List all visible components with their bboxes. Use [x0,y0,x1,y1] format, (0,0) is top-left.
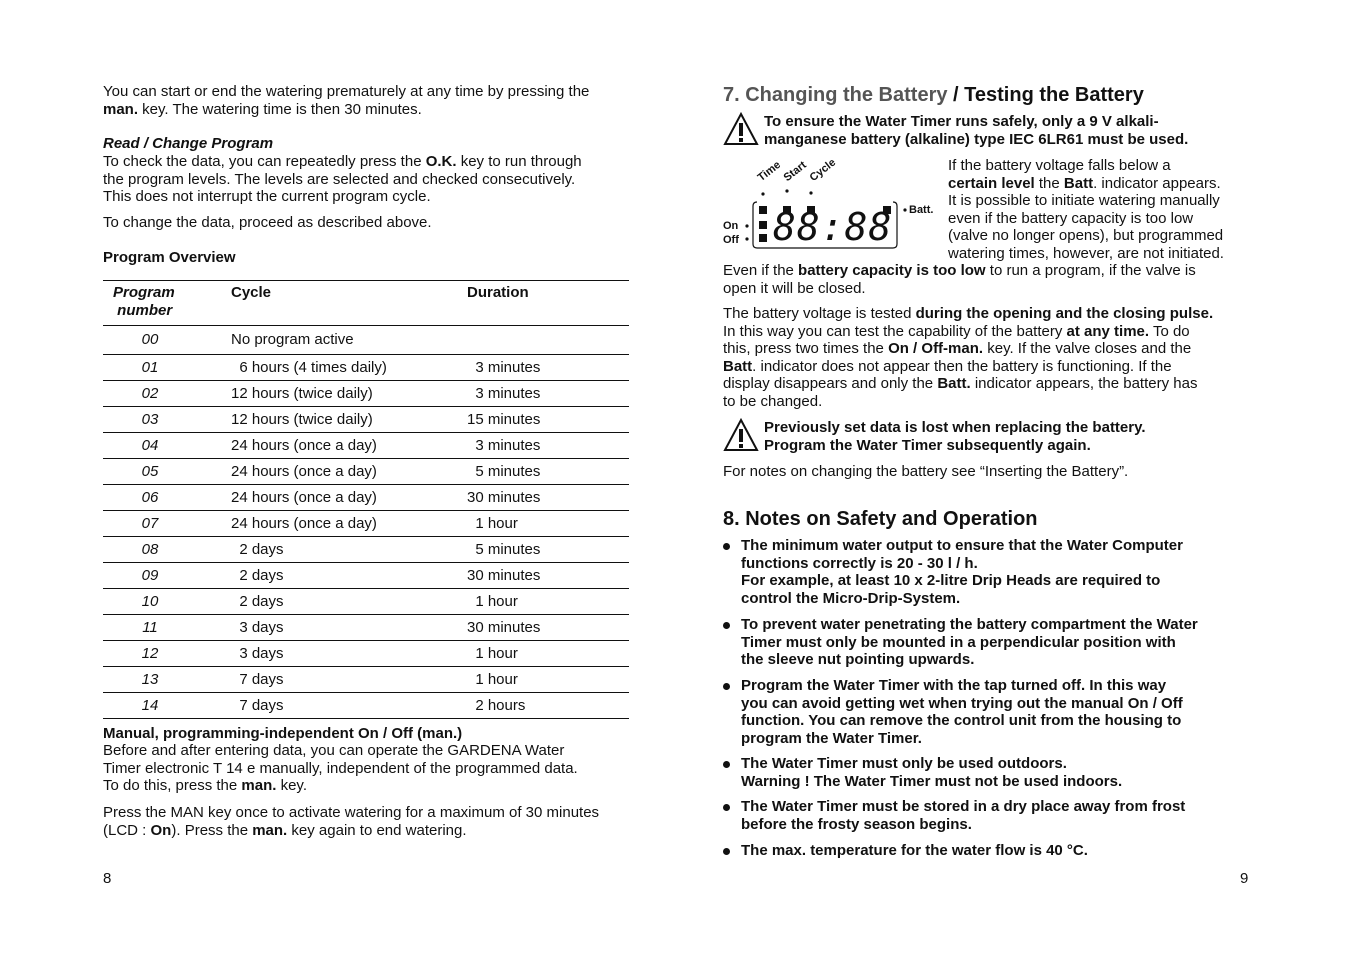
program-number-cell: 02 [103,381,231,407]
duration-cell [467,326,629,355]
cycle-cell: 3 days [231,641,467,667]
press-paragraph: Press the MAN key once to activate watering for a maximum of 30 minutes (LCD : On). Press the man. key again to end watering. [103,804,600,839]
program-number-cell: 13 [103,667,231,693]
duration-cell: 3 minutes [467,381,629,407]
cycle-cell: 2 days [231,563,467,589]
duration-cell: 30 minutes [467,563,629,589]
section-7-heading: 7. Changing the Battery / Testing the Battery [723,84,1144,106]
lcd-digits: 88:88 [773,205,893,249]
intro-paragraph: You can start or end the watering prematurely at any time by pressing the man. key. The watering time is then 30 minutes. [103,83,590,118]
list-item: The max. temperature for the water flow is 40 °C. [741,842,1231,860]
duration-cell: 1 hour [467,641,629,667]
section-8-heading: 8. Notes on Safety and Operation [723,508,1038,530]
duration-cell: 3 minutes [467,355,629,381]
lcd-display-diagram [723,158,943,253]
duration-cell: 1 hour [467,589,629,615]
read-change-heading: Read / Change Program [103,135,274,152]
table-row [103,667,629,693]
cycle-cell: 12 hours (twice daily) [231,407,467,433]
cycle-cell: 7 days [231,693,467,719]
table-header-row [103,281,629,326]
table-row [103,381,629,407]
table-row [103,641,629,667]
table-row [103,355,629,381]
lcd-label-off: Off [723,234,739,246]
program-number-cell: 01 [103,355,231,381]
table-row [103,459,629,485]
program-number-cell: 08 [103,537,231,563]
cycle-cell: No program active [231,326,467,355]
lcd-label-on: On [723,220,739,232]
duration-cell: 30 minutes [467,485,629,511]
table-row [103,485,629,511]
program-number-cell: 12 [103,641,231,667]
cycle-cell: 24 hours (once a day) [231,485,467,511]
cycle-cell: 24 hours (once a day) [231,511,467,537]
list-item: The minimum water output to ensure that the Water Computer functions correctly is 20 - 30 l / h. For example, at least 10 x 2-litre Drip Heads are required to control the Micro-Drip-System. [741,537,1231,607]
voltage-test-paragraph: The battery voltage is tested during the opening and the closing pulse. In this way you can test the capability of the battery at any time. To do this, press two times the On / Off-man. key. If the valve closes and the Batt. indicator does not appear then the battery is functioning. If the display disappears and only the Batt. indicator appears, the battery has to be changed. [723,305,1214,410]
cycle-cell: 3 days [231,615,467,641]
program-number-cell: 10 [103,589,231,615]
change-paragraph: To change the data, proceed as described above. [103,214,432,231]
duration-cell: 1 hour [467,667,629,693]
header-duration: Duration [467,281,629,326]
battery-notes-reference: For notes on changing the battery see “Inserting the Battery”. [723,463,1129,480]
cycle-cell: 24 hours (once a day) [231,433,467,459]
table-row [103,326,629,355]
table-row [103,693,629,719]
duration-cell: 5 minutes [467,537,629,563]
table-row [103,407,629,433]
table-row [103,589,629,615]
duration-cell: 30 minutes [467,615,629,641]
cycle-cell: 24 hours (once a day) [231,459,467,485]
table-row [103,563,629,589]
duration-cell: 1 hour [467,511,629,537]
warning-icon [723,112,759,146]
cycle-cell: 7 days [231,667,467,693]
cycle-cell: 6 hours (4 times daily) [231,355,467,381]
check-paragraph: To check the data, you can repeatedly press the O.K. key to run through the program levels. The levels are selected and checked consecutively. This does not interrupt the current program cycle. [103,153,582,205]
lcd-label-start: Start [781,159,809,184]
table-row [103,537,629,563]
lcd-label-cycle: Cycle [807,156,839,184]
duration-cell: 5 minutes [467,459,629,485]
list-item: Program the Water Timer with the tap turned off. In this way you can avoid getting wet when trying out the manual On / Off function. You can remove the control unit from the housing to program the Water Timer. [741,677,1231,747]
battery-level-paragraph: If the battery voltage falls below a certain level the Batt. indicator appears. It is possible to initiate watering manually even if the battery capacity is too low (valve no longer opens), but programmed watering times, however, are not initiated. [948,157,1224,262]
page-number-right: 9 [1240,870,1249,887]
list-item: The Water Timer must only be used outdoors. Warning ! The Water Timer must not be used indoors. [741,755,1231,790]
lcd-label-batt: Batt. [909,204,934,216]
program-number-cell: 14 [103,693,231,719]
manual-paragraph: Before and after entering data, you can operate the GARDENA Water Timer electronic T 14 e manually, independent of the programmed data. To do this, press the man. key. [103,742,578,794]
lcd-label-time: Time [755,158,784,184]
program-table [103,280,629,719]
cycle-cell: 2 days [231,589,467,615]
capacity-paragraph: Even if the battery capacity is too low to run a program, if the valve is open it will be closed. [723,262,1196,297]
list-item: To prevent water penetrating the battery compartment the Water Timer must only be mounted in a perpendicular position with the sleeve nut pointing upwards. [741,616,1231,669]
program-number-cell: 05 [103,459,231,485]
program-number-cell: 04 [103,433,231,459]
duration-cell: 15 minutes [467,407,629,433]
header-program-number: Program number [103,281,231,326]
program-number-cell: 07 [103,511,231,537]
warning-icon [723,418,759,452]
table-row [103,433,629,459]
header-cycle: Cycle [231,281,467,326]
page-number-left: 8 [103,870,112,887]
program-number-cell: 11 [103,615,231,641]
manual-heading: Manual, programming-independent On / Off (man.) [103,725,463,742]
program-overview-heading: Program Overview [103,249,236,266]
table-row [103,511,629,537]
program-number-cell: 09 [103,563,231,589]
warning-data-lost: Previously set data is lost when replacing the battery. Program the Water Timer subsequently again. [764,419,1146,454]
program-number-cell: 03 [103,407,231,433]
table-row [103,615,629,641]
program-number-cell: 00 [103,326,231,355]
program-number-cell: 06 [103,485,231,511]
duration-cell: 3 minutes [467,433,629,459]
warning-battery-type: To ensure the Water Timer runs safely, only a 9 V alkali- manganese battery (alkaline) type IEC 6LR61 must be used. [764,113,1189,148]
cycle-cell: 2 days [231,537,467,563]
cycle-cell: 12 hours (twice daily) [231,381,467,407]
list-item: The Water Timer must be stored in a dry place away from frost before the frosty season begins. [741,798,1231,833]
duration-cell: 2 hours [467,693,629,719]
